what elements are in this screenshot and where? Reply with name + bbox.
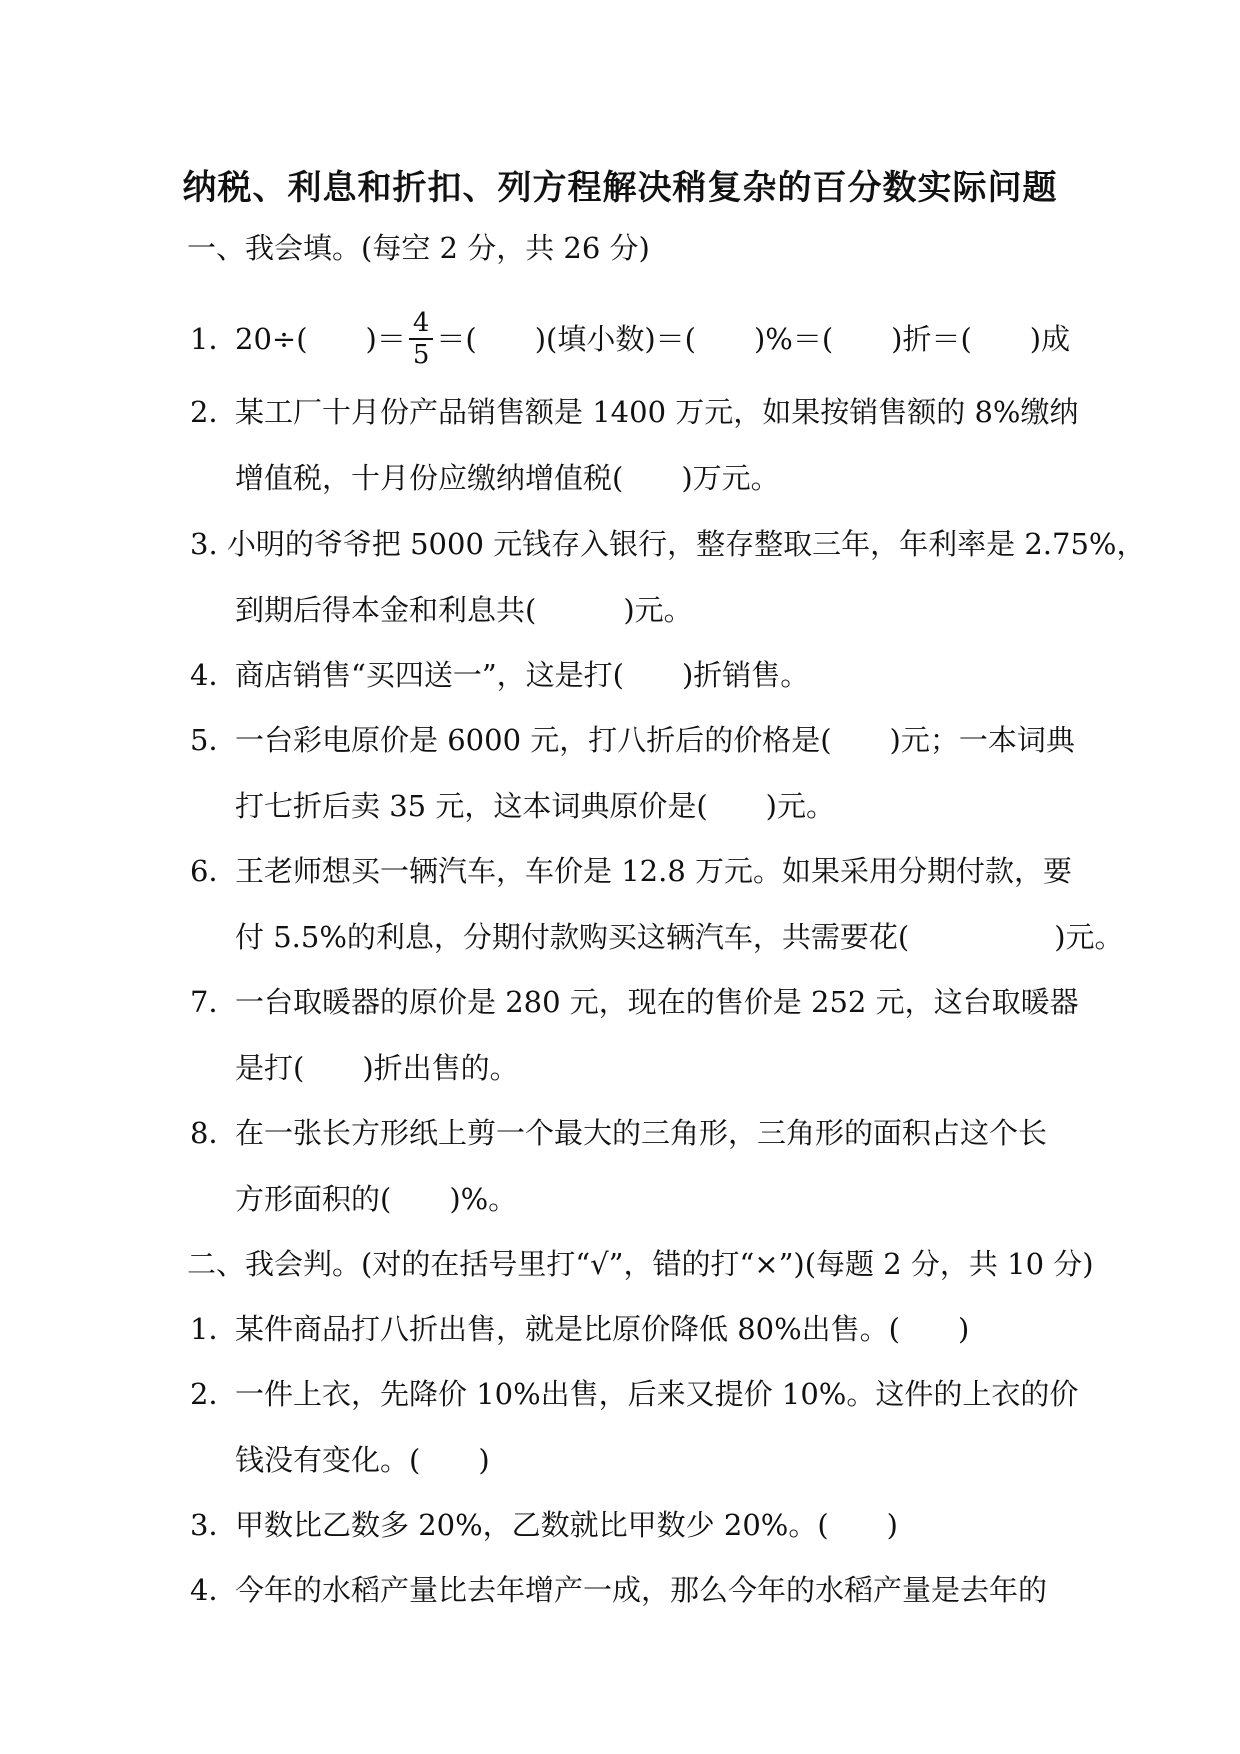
question-number: 3．: [190, 1508, 238, 1542]
question-number: 2．: [190, 1377, 238, 1411]
section1-heading: 一、我会填。(每空 2 分，共 26 分): [187, 231, 650, 265]
question-1-3-line1: 3. 小明的爷爷把 5000 元钱存入银行，整存整取三年，年利率是 2.75%，: [190, 527, 1146, 561]
question-text: 某工厂十月份产品销售额是 1400 万元，如果按销售额的 8%缴纳: [235, 395, 1079, 429]
question-2-1: [190, 1309, 969, 1349]
fraction: [409, 308, 434, 370]
question-number: 1．: [190, 322, 238, 356]
question-text-before: 20÷( )＝: [235, 322, 406, 356]
fraction-numerator: 4: [409, 308, 434, 340]
question-1-3-line2: 到期后得本金和利息共( )元。: [235, 593, 693, 627]
section2-heading: 二、我会判。(对的在括号里打“√”，错的打“×”)(每题 2 分，共 10 分): [187, 1247, 1094, 1281]
question-1-2-line2: 增值税，十月份应缴纳增值税( )万元。: [235, 461, 780, 495]
question-number: 1．: [190, 1312, 238, 1346]
question-text: 今年的水稻产量比去年增产一成，那么今年的水稻产量是去年的: [235, 1573, 1048, 1607]
question-number: 7．: [190, 985, 238, 1019]
question-text: 甲数比乙数多 20%，乙数就比甲数少 20%。( ): [235, 1508, 898, 1542]
question-text: 一台彩电原价是 6000 元，打八折后的价格是( )元；一本词典: [235, 723, 1075, 757]
question-2-3: [190, 1505, 898, 1545]
question-text: 商店销售“买四送一”，这是打( )折销售。: [235, 658, 810, 692]
question-text-after: ＝( )(填小数)＝( )%＝( )折＝( )成: [436, 322, 1071, 356]
question-1-2-line1: [190, 392, 1078, 432]
question-number: 8．: [190, 1116, 238, 1150]
question-text: 一台取暖器的原价是 280 元，现在的售价是 252 元，这台取暖器: [235, 985, 1079, 1019]
question-2-2-line2: 钱没有变化。( ): [235, 1443, 490, 1477]
question-text: 王老师想买一辆汽车，车价是 12.8 万元。如果采用分期付款，要: [235, 854, 1073, 888]
question-2-2-line1: [190, 1374, 1078, 1414]
question-2-4-line1: [190, 1570, 1047, 1610]
question-1-6-line2: 付 5.5%的利息，分期付款购买这辆汽车，共需要花( )元。: [235, 920, 1124, 954]
question-number: 4．: [190, 1573, 238, 1607]
question-text: 在一张长方形纸上剪一个最大的三角形，三角形的面积占这个长: [235, 1116, 1048, 1150]
page-title: 纳税、利息和折扣、列方程解决稍复杂的百分数实际问题: [182, 168, 1058, 208]
question-1-6-line1: [190, 851, 1072, 891]
question-1-5-line2: 打七折后卖 35 元，这本词典原价是( )元。: [235, 789, 835, 823]
question-1-8-line2: 方形面积的( )%。: [235, 1182, 518, 1216]
question-text: 一件上衣，先降价 10%出售，后来又提价 10%。这件的上衣的价: [235, 1377, 1079, 1411]
question-number: 2．: [190, 395, 238, 429]
question-1-7-line1: [190, 982, 1079, 1022]
fraction-denominator: 5: [412, 340, 430, 370]
question-text: 某件商品打八折出售，就是比原价降低 80%出售。( ): [235, 1312, 970, 1346]
question-1-7-line2: 是打( )折出售的。: [235, 1051, 519, 1085]
question-1-4: [190, 655, 809, 695]
question-1-1: [190, 310, 1070, 372]
question-1-8-line1: [190, 1113, 1047, 1153]
question-number: 5．: [190, 723, 238, 757]
question-number: 6．: [190, 854, 238, 888]
question-1-5-line1: [190, 720, 1075, 760]
question-number: 4．: [190, 658, 238, 692]
